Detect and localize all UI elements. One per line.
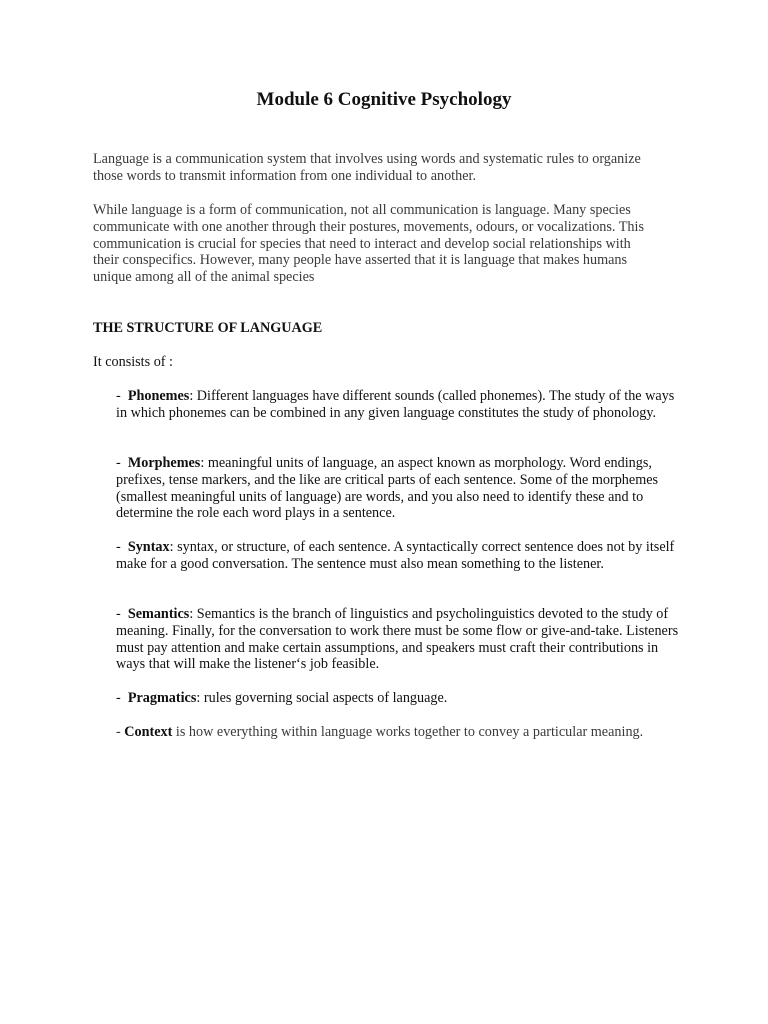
- list-item-phonemes: [116, 388, 680, 422]
- page-title: Module 6 Cognitive Psychology: [256, 89, 512, 110]
- list-dash: -: [116, 388, 121, 404]
- list-item-pragmatics: [116, 690, 680, 707]
- term-pragmatics: Pragmatics: [127, 690, 197, 706]
- list-dash: -: [116, 724, 121, 740]
- list-item-syntax: [116, 539, 680, 573]
- definition-syntax: : syntax, or structure, of each sentence. A syntactically correct sentence does not by itself make for a good conversation. The sentence must also mean something to the listener.: [116, 539, 675, 572]
- list-dash: -: [116, 539, 121, 555]
- list-item-semantics: [116, 606, 680, 673]
- term-phonemes: Phonemes: [127, 388, 190, 404]
- list-dash: -: [116, 606, 121, 622]
- list-item-context: [116, 724, 680, 741]
- paragraph-language-definition: Language is a communication system that involves using words and systematic rules to organize those words to transmit information from one individual to another.: [93, 151, 641, 184]
- term-syntax: Syntax: [127, 539, 170, 555]
- definition-morphemes: : meaningful units of language, an aspect known as morphology. Word endings, prefixes, tense markers, and the like are critical parts of each sentence. Some of the morphemes (smallest meaningful units of language) are words, and you also need to identify these and to determine the role each word plays in a sentence.: [116, 455, 659, 522]
- list-dash: -: [116, 690, 121, 706]
- definition-semantics: : Semantics is the branch of linguistics and psycholinguistics devoted to the study of meaning. Finally, for the conversation to work there must be some flow or give-and-take. Listeners must pay attention and make certain assumptions, and speakers must craft their contributions in ways that will make the listener‘s job feasible.: [116, 606, 679, 673]
- definition-context: is how everything within language works together to convey a particular meaning.: [172, 724, 644, 740]
- section-heading: THE STRUCTURE OF LANGUAGE: [93, 320, 323, 336]
- definition-phonemes: : Different languages have different sounds (called phonemes). The study of the ways in which phonemes can be combined in any given language constitutes the study of phonology.: [116, 388, 675, 421]
- term-context: Context: [124, 724, 173, 740]
- term-semantics: Semantics: [127, 606, 190, 622]
- term-morphemes: Morphemes: [127, 455, 201, 471]
- definition-pragmatics: : rules governing social aspects of language.: [196, 690, 448, 706]
- list-item-morphemes: [116, 455, 680, 522]
- intro-text: It consists of :: [93, 354, 173, 370]
- list-dash: -: [116, 455, 121, 471]
- paragraph-communication: While language is a form of communication, not all communication is language. Many species communicate with one another through their postures, movements, odours, or vocalizations. This communication is crucial for species that need to interact and develop social relationships with their conspecifics. However, many people have asserted that it is language that makes humans unique among all of the animal species: [93, 202, 644, 286]
